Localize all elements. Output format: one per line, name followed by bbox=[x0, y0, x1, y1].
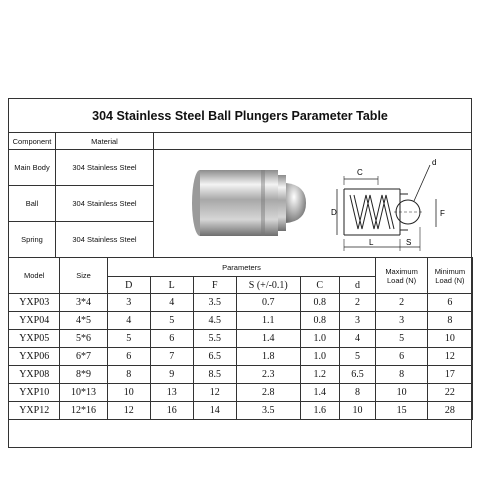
value-cell: 8.5 bbox=[193, 366, 236, 384]
parameters-table bbox=[8, 257, 473, 420]
value-cell: 1.8 bbox=[236, 348, 300, 366]
value-cell: 8 bbox=[376, 366, 427, 384]
model-cell: YXP08 bbox=[9, 366, 60, 384]
table-row bbox=[9, 402, 473, 420]
value-cell: 3 bbox=[107, 294, 150, 312]
value-cell: 6 bbox=[150, 330, 193, 348]
value-cell: 1.4 bbox=[300, 384, 339, 402]
value-cell: 6.5 bbox=[339, 366, 376, 384]
model-cell: YXP10 bbox=[9, 384, 60, 402]
value-cell: 1.6 bbox=[300, 402, 339, 420]
table-row bbox=[9, 312, 473, 330]
value-cell: 9 bbox=[150, 366, 193, 384]
value-cell: 5 bbox=[107, 330, 150, 348]
parameter-sheet bbox=[8, 98, 472, 448]
value-cell: 4 bbox=[107, 312, 150, 330]
value-cell: 28 bbox=[427, 402, 472, 420]
component-header: Component bbox=[9, 133, 56, 150]
dimension-diagram bbox=[328, 147, 468, 257]
value-cell: 2 bbox=[339, 294, 376, 312]
size-cell: 8*9 bbox=[60, 366, 107, 384]
value-cell: 12 bbox=[107, 402, 150, 420]
value-cell: 1.4 bbox=[236, 330, 300, 348]
value-cell: 8 bbox=[107, 366, 150, 384]
value-cell: 16 bbox=[150, 402, 193, 420]
material-cell: 304 Stainless Steel bbox=[56, 150, 154, 186]
value-cell: 12 bbox=[427, 348, 472, 366]
param-col-header: F bbox=[193, 277, 236, 294]
value-cell: 6 bbox=[376, 348, 427, 366]
value-cell: 10 bbox=[339, 402, 376, 420]
size-header: Size bbox=[60, 258, 107, 294]
size-cell: 6*7 bbox=[60, 348, 107, 366]
value-cell: 5.5 bbox=[193, 330, 236, 348]
table-row bbox=[9, 348, 473, 366]
param-col-header: C bbox=[300, 277, 339, 294]
table-row bbox=[9, 366, 473, 384]
model-cell: YXP04 bbox=[9, 312, 60, 330]
value-cell: 6 bbox=[107, 348, 150, 366]
value-cell: 5 bbox=[376, 330, 427, 348]
material-cell: 304 Stainless Steel bbox=[56, 222, 154, 258]
value-cell: 0.7 bbox=[236, 294, 300, 312]
value-cell: 0.8 bbox=[300, 312, 339, 330]
value-cell: 8 bbox=[339, 384, 376, 402]
param-col-header: d bbox=[339, 277, 376, 294]
size-cell: 10*13 bbox=[60, 384, 107, 402]
value-cell: 3 bbox=[339, 312, 376, 330]
dim-label-L: L bbox=[369, 238, 374, 247]
value-cell: 6.5 bbox=[193, 348, 236, 366]
material-header: Material bbox=[56, 133, 154, 150]
table-row bbox=[9, 330, 473, 348]
value-cell: 4 bbox=[150, 294, 193, 312]
value-cell: 3 bbox=[376, 312, 427, 330]
model-cell: YXP06 bbox=[9, 348, 60, 366]
size-cell: 3*4 bbox=[60, 294, 107, 312]
value-cell: 3.5 bbox=[193, 294, 236, 312]
value-cell: 6 bbox=[427, 294, 472, 312]
parameters-header: Parameters bbox=[107, 258, 376, 277]
dim-label-S: S bbox=[406, 238, 412, 247]
value-cell: 14 bbox=[193, 402, 236, 420]
param-col-header: D bbox=[107, 277, 150, 294]
value-cell: 10 bbox=[107, 384, 150, 402]
materials-table bbox=[8, 132, 154, 258]
value-cell: 2 bbox=[376, 294, 427, 312]
size-cell: 5*6 bbox=[60, 330, 107, 348]
ball-plunger-photo bbox=[178, 153, 308, 253]
component-cell: Ball bbox=[9, 186, 56, 222]
value-cell: 1.0 bbox=[300, 330, 339, 348]
min-load-header: Minimum Load (N) bbox=[427, 258, 472, 294]
value-cell: 1.2 bbox=[300, 366, 339, 384]
value-cell: 5 bbox=[339, 348, 376, 366]
size-cell: 12*16 bbox=[60, 402, 107, 420]
value-cell: 2.3 bbox=[236, 366, 300, 384]
value-cell: 4.5 bbox=[193, 312, 236, 330]
model-cell: YXP03 bbox=[9, 294, 60, 312]
component-cell: Main Body bbox=[9, 150, 56, 186]
value-cell: 5 bbox=[150, 312, 193, 330]
model-cell: YXP12 bbox=[9, 402, 60, 420]
value-cell: 2.8 bbox=[236, 384, 300, 402]
table-row bbox=[9, 294, 473, 312]
param-col-header: L bbox=[150, 277, 193, 294]
dim-label-C: C bbox=[357, 168, 363, 177]
value-cell: 8 bbox=[427, 312, 472, 330]
value-cell: 10 bbox=[376, 384, 427, 402]
table-row bbox=[9, 384, 473, 402]
value-cell: 10 bbox=[427, 330, 472, 348]
value-cell: 22 bbox=[427, 384, 472, 402]
value-cell: 15 bbox=[376, 402, 427, 420]
value-cell: 1.0 bbox=[300, 348, 339, 366]
size-cell: 4*5 bbox=[60, 312, 107, 330]
page-title: 304 Stainless Steel Ball Plungers Parameter Table bbox=[9, 99, 471, 133]
dim-label-d: d bbox=[432, 158, 437, 167]
value-cell: 12 bbox=[193, 384, 236, 402]
value-cell: 1.1 bbox=[236, 312, 300, 330]
value-cell: 4 bbox=[339, 330, 376, 348]
dim-label-D: D bbox=[331, 208, 337, 217]
max-load-header: Maximum Load (N) bbox=[376, 258, 427, 294]
dim-label-F: F bbox=[440, 209, 445, 218]
product-image-area bbox=[153, 132, 472, 258]
param-col-header: S (+/-0.1) bbox=[236, 277, 300, 294]
model-cell: YXP05 bbox=[9, 330, 60, 348]
value-cell: 7 bbox=[150, 348, 193, 366]
component-cell: Spring bbox=[9, 222, 56, 258]
value-cell: 17 bbox=[427, 366, 472, 384]
value-cell: 0.8 bbox=[300, 294, 339, 312]
value-cell: 13 bbox=[150, 384, 193, 402]
material-cell: 304 Stainless Steel bbox=[56, 186, 154, 222]
model-header: Model bbox=[9, 258, 60, 294]
value-cell: 3.5 bbox=[236, 402, 300, 420]
